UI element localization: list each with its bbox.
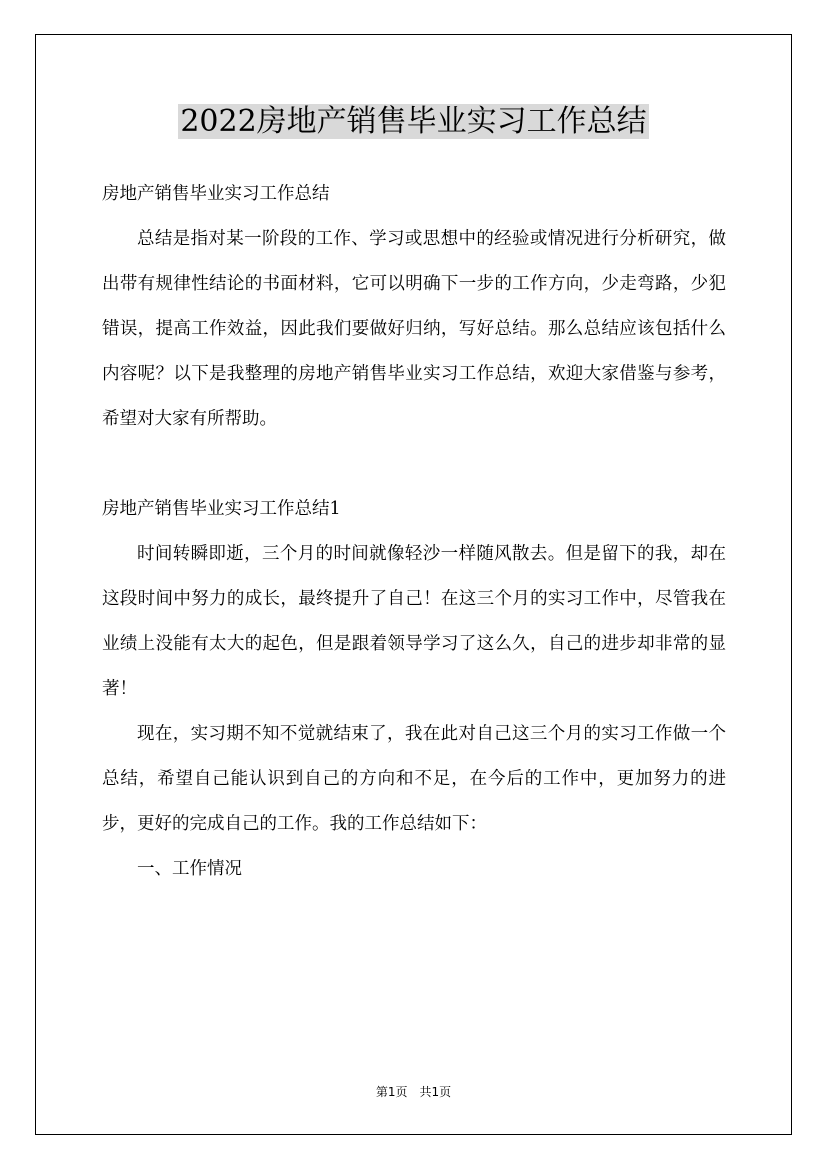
document-title-text: 2022房地产销售毕业实习工作总结 (180, 104, 647, 139)
page-footer (0, 1083, 827, 1101)
intro-paragraph: 总结是指对某一阶段的工作、学习或思想中的经验或情况进行分析研究，做出带有规律性结论的书面材料，它可以明确下一步的工作方向，少走弯路，少犯错误，提高工作效益，因此我们要做好归纳，写好总结。那么总结应该包括什么内容呢？以下是我整理的房地产销售毕业实习工作总结，欢迎大家借鉴与参考，希望对大家有所帮助。 (102, 229, 726, 429)
page-number: 第1页 共1页 (375, 1085, 452, 1099)
body-paragraph-2: 现在，实习期不知不觉就结束了，我在此对自己这三个月的实习工作做一个总结，希望自己能认识到自己的方向和不足，在今后的工作中，更加努力的进步，更好的完成自己的工作。我的工作总结如下： (102, 724, 726, 834)
section-heading-1: 房地产销售毕业实习工作总结1 (102, 499, 341, 519)
body-paragraph-1: 时间转瞬即逝，三个月的时间就像轻沙一样随风散去。但是留下的我，却在这段时间中努力的成长，最终提升了自己！在这三个月的实习工作中，尽管我在业绩上没能有太大的起色，但是跟着领导学习了这么久，自己的进步却非常的显著！ (102, 544, 726, 699)
document-subtitle: 房地产销售毕业实习工作总结 (102, 184, 330, 204)
paragraph-spacer (102, 442, 726, 487)
document-title (0, 100, 827, 144)
document-body (102, 172, 726, 892)
list-item-work-status: 一、工作情况 (137, 859, 242, 879)
